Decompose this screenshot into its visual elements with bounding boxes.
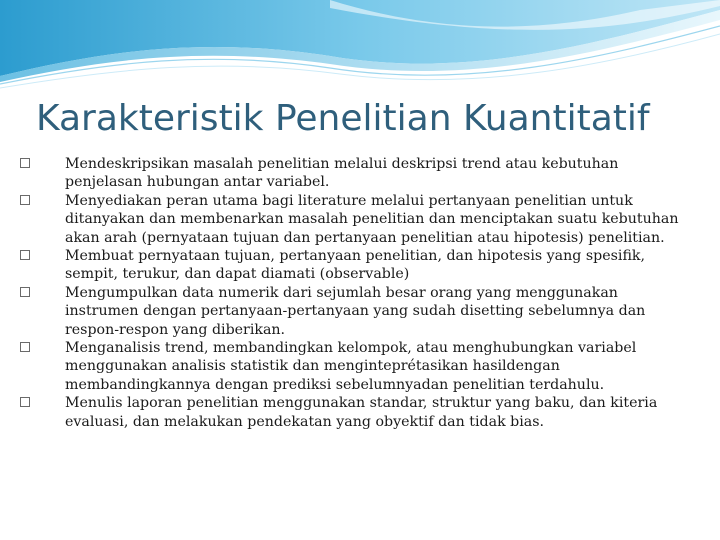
square-bullet-icon bbox=[20, 158, 30, 168]
square-bullet-icon bbox=[20, 287, 30, 297]
square-bullet-icon bbox=[20, 342, 30, 352]
header-wave-decoration bbox=[0, 0, 720, 90]
bullet-item bbox=[20, 339, 692, 394]
bullet-item bbox=[20, 247, 692, 284]
square-bullet-icon bbox=[20, 250, 30, 260]
bullet-item bbox=[20, 155, 692, 192]
bullet-text: Mengumpulkan data numerik dari sejumlah besar orang yang menggunakan instrumen dengan pertanyaan-pertanyaan yang sudah disetting sebelumnya dan respon-respon yang diberikan. bbox=[65, 284, 646, 338]
bullet-text: Menyediakan peran utama bagi literature melalui pertanyaan penelitian untuk ditanyakan dan membenarkan masalah penelitian dan menciptakan suatu kebutuhan akan arah (pernyataan tujuan dan pertanyaan penelitian atau hipotesis) penelitian. bbox=[65, 192, 679, 246]
bullet-text: Menulis laporan penelitian menggunakan standar, struktur yang baku, dan kiteria evaluasi, dan melakukan pendekatan yang obyektif dan tidak bias. bbox=[65, 395, 658, 430]
square-bullet-icon bbox=[20, 397, 30, 407]
slide-title: Karakteristik Penelitian Kuantitatif bbox=[36, 98, 650, 139]
bullet-item bbox=[20, 284, 692, 339]
bullet-text: Mendeskripsikan masalah penelitian melalui deskripsi trend atau kebutuhan penjelasan hubungan antar variabel. bbox=[65, 156, 619, 191]
bullet-item bbox=[20, 394, 692, 431]
bullet-item bbox=[20, 192, 692, 247]
bullet-text: Membuat pernyataan tujuan, pertanyaan penelitian, dan hipotesis yang spesifik, sempit, terukur, dan dapat diamati (observable) bbox=[65, 248, 646, 283]
bullet-list bbox=[20, 155, 692, 431]
square-bullet-icon bbox=[20, 195, 30, 205]
bullet-text: Menganalisis trend, membandingkan kelompok, atau menghubungkan variabel menggunakan analisis statistik dan menginteprétasikan hasildengan membandingkannya dengan prediksi sebelumnyadan penelitian terdahulu. bbox=[65, 340, 637, 393]
